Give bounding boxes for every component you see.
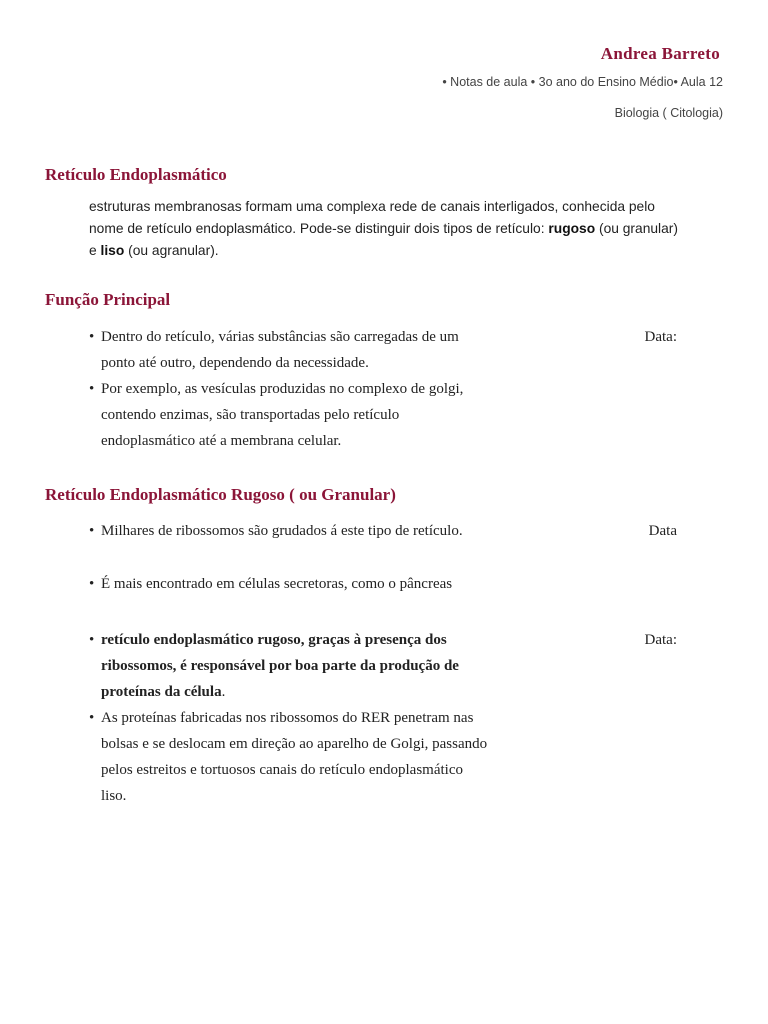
intro-bold-rugoso: rugoso bbox=[548, 221, 596, 236]
bullet-text: As proteínas fabricadas nos ribossomos do RER penetram nas bolsas e se deslocam em direção ao aparelho de Golgi, passando pelos estreitos e tortuosos canais do retículo endoplasmático liso. bbox=[101, 710, 488, 804]
date-label: Data: bbox=[644, 329, 677, 345]
bullet-mark: • bbox=[89, 576, 95, 592]
bullet-text: Milhares de ribossomos são grudados á este tipo de retículo. bbox=[101, 523, 463, 539]
intro-text-after: (ou agranular). bbox=[124, 243, 219, 258]
section-title-rugoso: Retículo Endoplasmático Rugoso ( ou Granular) bbox=[45, 485, 396, 504]
bullet-text: Dentro do retículo, várias substâncias são carregadas de um ponto até outro, dependendo da necessidade. bbox=[101, 329, 459, 371]
bullet-mark: • bbox=[89, 710, 95, 726]
intro-bold-liso: liso bbox=[100, 243, 125, 258]
bullet-text bbox=[89, 627, 489, 705]
bullet-mark: • bbox=[89, 523, 95, 539]
list-item bbox=[89, 376, 489, 454]
bullet-text: Por exemplo, as vesículas produzidas no complexo de golgi, contendo enzimas, são transportadas pelo retículo endoplasmático até a membrana celular. bbox=[101, 381, 464, 449]
intro-paragraph bbox=[89, 196, 689, 262]
bullet-mark: • bbox=[89, 329, 95, 345]
author-name: Andrea Barreto bbox=[600, 44, 720, 63]
section-title-funcao: Função Principal bbox=[45, 290, 171, 309]
list-item bbox=[89, 518, 489, 544]
list-item bbox=[89, 627, 489, 705]
lecture-subtitle: • Notas de aula • 3o ano do Ensino Médio• Aula 12 bbox=[442, 75, 723, 89]
list-item bbox=[89, 705, 489, 809]
bullet-mark: • bbox=[89, 381, 95, 397]
intro-text-middle: (ou granular) e bbox=[89, 221, 678, 258]
bullet-mark: • bbox=[89, 632, 95, 648]
list-item bbox=[89, 324, 489, 376]
course-name: Biologia ( Citologia) bbox=[614, 106, 723, 120]
intro-text-before: estruturas membranosas formam uma complexa rede de canais interligados, conhecida pelo nome de retículo endoplasmático. Pode-se distinguir dois tipos de retículo: bbox=[89, 199, 655, 236]
bullet-trailing-period: . bbox=[221, 684, 226, 700]
date-label: Data: bbox=[644, 632, 677, 648]
date-label: Data bbox=[648, 523, 677, 539]
list-item bbox=[89, 571, 489, 597]
bullet-text: É mais encontrado em células secretoras, como o pâncreas bbox=[101, 576, 453, 592]
bullet-bold-text: retículo endoplasmático rugoso, graças à presença dos ribossomos, é responsável por boa parte da produção de proteínas da célula bbox=[101, 632, 459, 700]
section-title-reticulo: Retículo Endoplasmático bbox=[45, 165, 227, 184]
